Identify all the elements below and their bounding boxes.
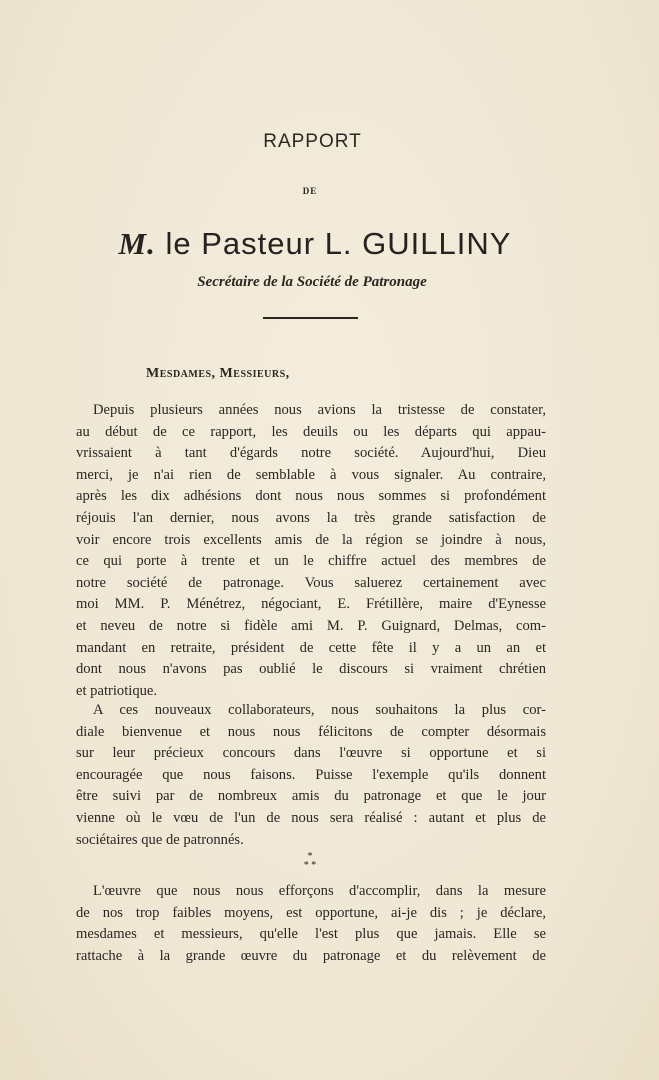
text-line: rattache à la grande œuvre du patronage et du relèvement de [76,947,546,964]
text-line: vrissaient à tant d'égards notre société. Aujourd'hui, Dieu [76,445,546,462]
text-line: sociétaires que de patronnés. [76,831,244,848]
author-name: le Pasteur L. GUILLINY [165,226,512,261]
text-line: notre société de patronage. Vous saluerez certainement avec [76,574,546,591]
text-line: merci, je n'ai rien de semblable à vous signaler. Au contraire, [76,466,546,483]
paragraph-3 [76,881,546,967]
author-heading [0,226,630,262]
text-line: ce qui porte à trente et un le chiffre actuel des membres de [76,553,546,570]
author-subtitle: Secrétaire de la Société de Patronage [197,274,427,290]
text-line: et neveu de notre si fidèle ami M. P. Guignard, Delmas, com- [76,617,546,634]
title-connector: DE [302,186,318,196]
text-line: A ces nouveaux collaborateurs, nous souhaitons la plus cor- [93,702,546,718]
text-line: et patriotique. [76,682,158,699]
text-line: vienne où le vœu de l'un de nous sera réalisé : autant et plus de [76,809,546,826]
author-prefix: M. [118,226,156,261]
text-line: moi MM. P. Ménétrez, négociant, E. Frétillère, maire d'Eynesse [76,596,546,613]
title-divider [263,317,358,319]
text-line: mesdames et messieurs, qu'elle l'est plus que jamais. Elle se [76,926,546,943]
text-line: de nos trop faibles moyens, est opportune, ai-je dis ; je déclare, [76,904,546,921]
text-line: réjouis l'an dernier, nous avons la très grande satisfaction de [76,509,546,526]
asterism-bottom: * * [303,860,317,871]
text-line: au début de ce rapport, les deuils ou les départs qui appau- [76,423,546,440]
text-line: être suivi par de nombreux amis du patronage et que le jour [76,788,546,805]
text-line: dont nous n'avons pas oublié le discours si vraiment chrétien [76,661,546,678]
text-line: L'œuvre que nous nous efforçons d'accomplir, dans la mesure [93,883,546,899]
paragraph-1 [76,400,546,702]
text-line: sur leur précieux concours dans l'œuvre si opportune et si [76,745,546,762]
text-line: mandant en retraite, président de cette fête il y a un an et [76,639,546,656]
text-line: encouragée que nous faisons. Puisse l'exemple qu'ils donnent [76,766,546,783]
report-title: RAPPORT [263,131,362,152]
text-line: après les dix adhésions dont nous nous sommes si profondément [76,488,546,505]
asterism-top: * [307,851,313,862]
text-line: voir encore trois excellents amis de la région se joindre à nous, [76,531,546,548]
salutation: Mesdames, Messieurs, [146,366,290,381]
section-asterism [298,852,322,870]
text-line: Depuis plusieurs années nous avions la tristesse de constater, [93,402,546,418]
text-line: diale bienvenue et nous nous félicitons de compter désormais [76,723,546,740]
paragraph-2 [76,700,546,851]
